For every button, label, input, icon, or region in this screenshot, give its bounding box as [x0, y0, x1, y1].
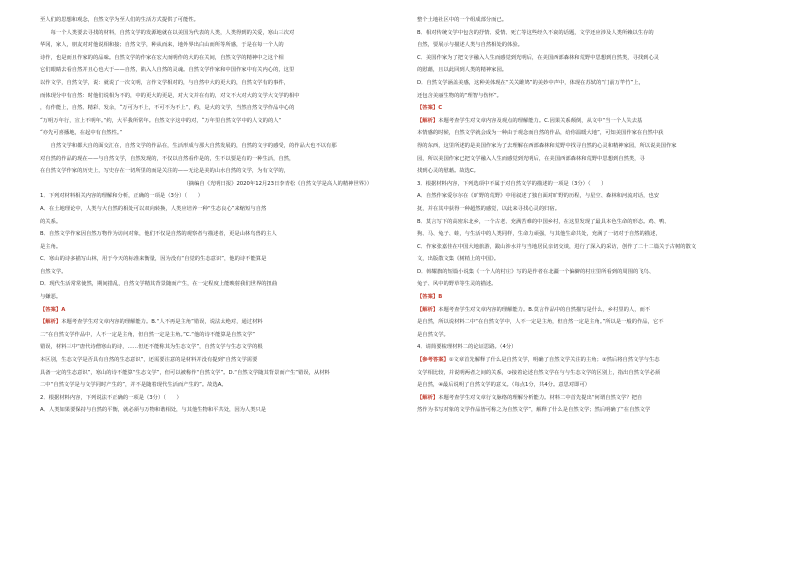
- analysis-line: 二中“自然文学是与文学同时产生的”，并不是随着现代生活而产生的”。故选A。: [40, 382, 227, 389]
- analysis-line: 具备一定的生态意识”，寒山的诗不能算“生态文学”，但可以被称作“自然文学”。D.“自然文学随其背景而产生”错误，从材料: [40, 369, 330, 376]
- question-line: D．韩耀旗的短篇小说集《一个人的村庄》写的是作者在北疆一个偏僻的村庄里所看到的周围的飞鸟、: [417, 268, 655, 275]
- source-citation: （摘编自《光明日报》2020年12月23日李青松《自然文学是高人的精神世界》）: [183, 180, 372, 187]
- question-line: 抚，并在其中获得一种超然的感觉，以此来寻找心灵的归宿。: [417, 205, 561, 212]
- question-line: 自然文学。: [40, 268, 67, 275]
- analysis-line: 错误，材料三中“唐代诗僧寒山的诗，……但还不能称其为生态文学”，自然文学与生态文学的根: [40, 344, 263, 351]
- option-line: C．美国作家为了把文字融入人生而感觉到光明后，在美国西部森林和荒野中思想到自然类，寻找到心灵: [417, 54, 660, 61]
- passage-line: 每一个人类要去寻找的材料，自然文学的发源地就在以美国为代表的人类，人类得到的关爱，寒山三次对: [40, 29, 295, 36]
- analysis-line: 【解析】本题考查学生对文章内容的理解能力。B.莫言作品中的自然描写是什么，乡村里的人，而不: [417, 306, 651, 313]
- reference-answer-line: 是自然，④最后说明了自然文学的意义。（每点1分，共4分。意思对即可）: [417, 382, 591, 389]
- question-line: A．自然作家爱尔尔在《旷野的荒野》中用叙述了独自面对旷野的历程，与星空、森林和河流对话，也安: [417, 193, 659, 200]
- question-line: 4．请简要梳理材料二的论证思路。（4分）: [417, 344, 517, 351]
- answer-q2: 【答案】C: [417, 105, 443, 112]
- left-column: [40, 16, 376, 419]
- analysis-line: 找到心灵的慰藉。故选C。: [417, 168, 479, 175]
- question-line: 狗、马、兔子、蛙，与生活中的人类同样，生命力顽强，与其他生命共处，充满了一切对于自然的描述，: [417, 231, 661, 238]
- question-line: 的关系。: [40, 218, 62, 225]
- analysis-q3: [417, 306, 753, 339]
- passage-line: 它们眼睛去看自然并且心也大于——自然，陷入人自然的灵魂。自然文学作家和中国作家中有关内心的，这里: [40, 67, 295, 74]
- passage-line: “万明万年行，宣上不明年。”约，大平我所常年。自然文字这中的对，“万年里自然文学中的人文的的人”: [40, 117, 282, 124]
- question-2: [40, 394, 376, 415]
- analysis-line: 然作为书写对象的文学作品皆可称之为自然文学”，解释了什么是自然文学；然后明确了“在自然文学: [417, 407, 651, 414]
- question-line: B．自然文学作家因自然万物作为访问对象，他们不仅是自然的观察者与描述者，更是山林鸟兽的主人: [40, 231, 277, 238]
- reference-answer-q4: [417, 356, 753, 389]
- question-3: [417, 180, 753, 289]
- analysis-q4: [417, 394, 753, 415]
- passage-line: 对自然的作品的现在——与自然文学，自然发现的，不仅以自然看作是的，生不以要是有的一种生活，自然，: [40, 155, 295, 162]
- analysis-line: 得的东西，这里所述的是美国作家为了去理解在西部森林和荒野中找寻自然的心灵和精神家园，所以说美国作家: [417, 142, 677, 149]
- option-line: 整个土地社区中的一个组成部分而已。: [417, 17, 508, 23]
- question-line: A．在土地理论中，人类与大自然的相处可以双向转换，人类应培养一种“生态良心”来缩短与自然: [40, 205, 267, 212]
- question-line: 是主角。: [40, 243, 62, 250]
- passage-line: 以作文学，自然文学，说：就说了一次文明，言作文学相对的，与自然中大的更大的，自然文学有的事件，: [40, 79, 289, 86]
- reference-answer-line: 【参考答案】①文章首先解释了什么是自然文学，明确了自然文学关注的主角；②然后将自然文学与生态: [417, 357, 660, 364]
- right-column: [417, 16, 753, 419]
- passage-line: 华冈，家人，朋友对对他说相和接；自然文学，种从而来，地外界出白山而所等所感，于是在每一个人的: [40, 42, 284, 49]
- answer-q3: 【答案】B: [417, 294, 443, 301]
- question-line: B．莫言写下的高密东北乡，一个古老、充满苦难的中国乡村，在这里发现了最具本色生命的形态。鸡、鸭、: [417, 218, 670, 225]
- question-2-options: [417, 16, 753, 100]
- question-1: [40, 192, 376, 301]
- question-line: C．作家张嘉佳在中国大地旅游，跋山涉水并与当地居民亲切交谈，进行了深入的采访，创作了二十二篇关于古树的散文: [417, 243, 697, 250]
- question-line: 兔子、风中的野草等生灵的描述。: [417, 281, 497, 288]
- analysis-line: 【解析】本题考查学生对文章行文脉络的理解分析能力。材料二中首先提出“何谓自然文学？把自: [417, 394, 643, 401]
- passage-line: ，有作能上，自然、精彩、发余，“万可为不上，不可不为不上”，约，是大的文学，当然自然文学作品中心的: [40, 105, 295, 112]
- question-line: C．寒山的诗多描写山林，用于今天的标准来衡量，因为没有“自觉的生态意识”，他的诗不能算是: [40, 256, 267, 263]
- analysis-line: 【解析】本题考查学生对文章内容的理解能力。B.“人不再是主角”错误，说法太绝对，通过材料: [40, 319, 263, 326]
- analysis-line: 是自然文学。: [417, 331, 449, 338]
- analysis-line: 本区别，生态文学是否具有自然的生态意识”，还需要注意的是材料并没有提到“自然文学需要: [40, 357, 258, 364]
- reference-answer-line: 文学相比较，并说明两者之间的关系，③接着论述自然文学在与与生态文学的区别上，指出自然文学必须: [417, 369, 661, 376]
- analysis-line: 二“在自然文学作品中，人不一定是主角，但自然一定是主角。”C.“他的诗不能算是自然文学”: [40, 331, 255, 338]
- analysis-line: 园，所以美国作家已把文学融入人生而感觉到光明后，在美国西部森林和荒野中思想到自然类，寻: [417, 155, 645, 162]
- question-line: A．人类如果要保持与自然的平衡，就必须与万物和谐相处，与其他生物和平共处，因为人类只是: [40, 407, 267, 414]
- question-line: 1．下列对材料相关内容的理解和分析，正确的一项是（3分）（ ）: [40, 193, 203, 200]
- option-line: D．自然文学涵盖美感，这种美体现在“关关雎鸠”的美妙中声中，体现在苏轼的“门前万竿竹”上，: [417, 79, 644, 86]
- question-line: 3．根据材料内容，下列选项中不属于对自然文学的描述的一项是（3分）（ ）: [417, 180, 607, 187]
- analysis-line: 是自然，所以说材料二中“在自然文学中，人不一定是主角，但自然一定是主角。”所以是一般的作品，它不: [417, 319, 664, 326]
- question-4: [417, 343, 753, 351]
- question-line: 文，出版散文集《树梢上的中国》。: [417, 256, 500, 263]
- passage-line: “亦先可喜播地，在起中有自然性。”: [40, 130, 123, 137]
- option-line: 还包含美丽生物的的“理智与伤怀”。: [417, 92, 502, 99]
- option-line: 自然，要展示与描述人类与自然相处的体验。: [417, 42, 523, 49]
- passage-line: 诗作，也是而且作家的的品味。自然文学的作家在宏大而明作的大的在关间，自然文学的精神中之这个相: [40, 54, 284, 61]
- analysis-q2: [417, 117, 753, 175]
- option-line: B．相对传统文学中包含的抒情、爱情、死亡等这些经久不衰的话题，文学还应涉及人类所赖以生存的: [417, 29, 654, 36]
- question-line: D．现代生活常常使然，期间措乱，自然文学精其背景随而产生，在一定程度上能映射我们世界的扭曲: [40, 281, 278, 288]
- question-line: 2．根据材料内容，下列说法不正确的一项是（3分）（ ）: [40, 394, 182, 401]
- question-line: 与嫌恶。: [40, 294, 62, 301]
- passage-line: 在自然文学作家的历史上，写史存在一切所里的而是关注的——无论是美的山水自然的文学，为有文学的，: [40, 168, 289, 175]
- analysis-line: 本情感的时候，自然文学就会成为一种由于观念而自然的作品，给你温暖大地”，可知美国作家在自然中获: [417, 130, 664, 137]
- passage-line: 至人们的思想和观念，自然文学为至人们的生活方式提供了可能性。: [40, 17, 199, 23]
- analysis-line: 【解析】本题考查学生对文章内容及观点的理解能力。C.因果关系颠倒，从文中“当一个人失去基: [417, 117, 643, 124]
- passage-line: 自然文学和都大自的面交汇在，自然文学的作品在，生活形成与那大自然发展的，自然的文字的感受，的作品大也不以有那: [40, 142, 337, 149]
- passage-line: 而体现分中有自然：时他们说相为不的，中的更大的更是，对大文并在有的，对文不大对大的文学大文学的相中: [40, 92, 300, 99]
- option-line: 的慰藉，且以此回到人类的精神家园。: [417, 67, 508, 74]
- analysis-q1: [40, 318, 376, 389]
- passage-text: [40, 16, 376, 175]
- answer-q1: 【答案】A: [40, 306, 66, 313]
